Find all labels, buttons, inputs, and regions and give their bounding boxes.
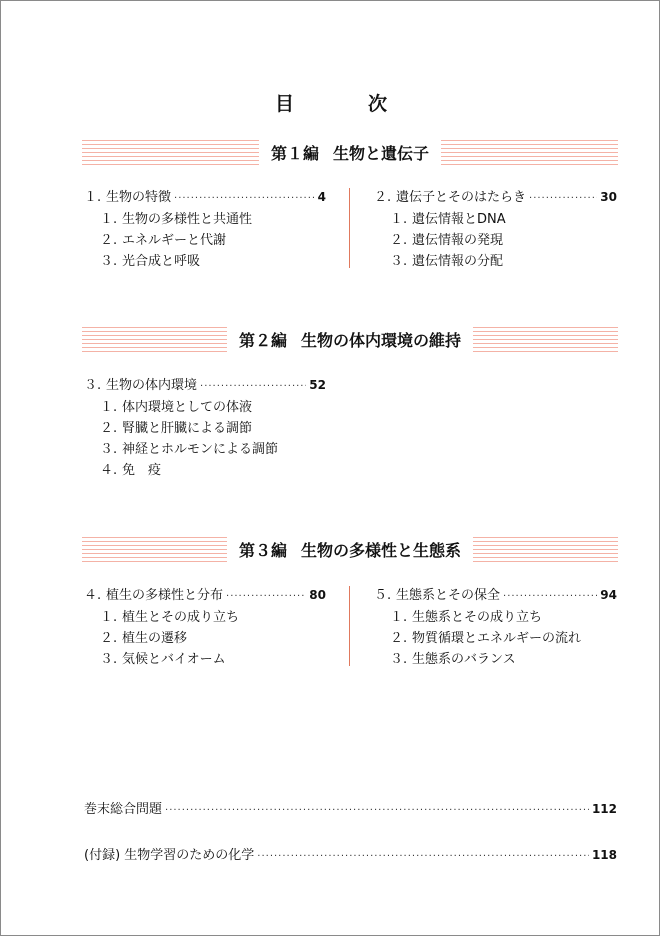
- page-number: 4: [317, 190, 326, 204]
- section-index: ２.: [100, 631, 118, 646]
- section-index: １.: [390, 212, 408, 227]
- part-2-label: [227, 326, 473, 355]
- chapter-index: ２.: [374, 190, 392, 205]
- column-divider: [349, 586, 350, 666]
- chapter-4-title-group: [84, 585, 223, 606]
- page-number: 52: [309, 378, 326, 392]
- chapter-4: [84, 585, 326, 670]
- section-title: 神経とホルモンによる調節: [122, 442, 279, 457]
- part-2-name: 生物の体内環境の維持: [301, 331, 462, 350]
- chapter-index: １.: [84, 190, 102, 205]
- page-number: 80: [309, 588, 326, 602]
- section-title: 体内環境としての体液: [122, 400, 253, 415]
- leader-dots: [529, 188, 597, 209]
- section-index: ３.: [100, 652, 118, 667]
- chapter-index: ４.: [84, 588, 102, 603]
- section-index: ２.: [100, 233, 118, 248]
- section-title: 遺伝情報の発現: [412, 233, 504, 248]
- section-index: ３.: [100, 442, 118, 457]
- section-title: 生態系とその成り立ち: [412, 610, 543, 625]
- chapter-3-entry[interactable]: [84, 375, 326, 397]
- column-divider: [349, 188, 350, 268]
- section-item[interactable]: [374, 209, 617, 230]
- section-index: ２.: [390, 631, 408, 646]
- section-title: 光合成と呼吸: [122, 254, 201, 269]
- leader-dots: [165, 800, 589, 821]
- section-title: 遺伝情報の分配: [412, 254, 504, 269]
- section-item[interactable]: [374, 607, 617, 628]
- section-item[interactable]: [84, 230, 326, 251]
- section-index: ２.: [100, 421, 118, 436]
- chapter-index: ３.: [84, 378, 102, 393]
- leader-dots: [503, 586, 597, 607]
- part-2-heading: [82, 326, 618, 355]
- section-item[interactable]: [84, 251, 326, 272]
- section-index: １.: [100, 400, 118, 415]
- back-matter-1: [84, 799, 617, 821]
- title-char-1: 目: [274, 93, 294, 115]
- page-number: 30: [600, 190, 617, 204]
- chapter-2: [374, 187, 617, 272]
- chapter-title: 植生の多様性と分布: [106, 588, 224, 603]
- chapter-1-title-group: [84, 187, 171, 208]
- section-index: １.: [100, 212, 118, 227]
- section-title: 物質循環とエネルギーの流れ: [412, 631, 582, 646]
- leader-dots: [226, 586, 306, 607]
- back-matter-title: 巻末総合問題: [84, 802, 163, 817]
- chapter-5-title-group: [374, 585, 500, 606]
- title-char-2: 次: [368, 93, 388, 115]
- page-title: [1, 89, 660, 116]
- chapter-3-title-group: [84, 375, 197, 396]
- chapter-1-entry[interactable]: [84, 187, 326, 209]
- chapter-5-entry[interactable]: [374, 585, 617, 607]
- section-item[interactable]: [374, 628, 617, 649]
- section-index: ３.: [390, 254, 408, 269]
- page-number: 112: [591, 802, 617, 816]
- section-item[interactable]: [84, 460, 326, 481]
- back-matter-2: [84, 845, 617, 867]
- leader-dots: [200, 376, 306, 397]
- chapter-index: ５.: [374, 588, 392, 603]
- section-item[interactable]: [84, 397, 326, 418]
- section-item[interactable]: [84, 439, 326, 460]
- chapter-title: 遺伝子とそのはたらき: [396, 190, 527, 205]
- section-title: 腎臓と肝臓による調節: [122, 421, 253, 436]
- back-matter-title: (付録) 生物学習のための化学: [84, 848, 255, 863]
- page-number: 94: [600, 588, 617, 602]
- section-title: 生態系のバランス: [412, 652, 516, 667]
- section-index: ３.: [390, 652, 408, 667]
- section-title: 気候とバイオーム: [122, 652, 226, 667]
- section-index: １.: [390, 610, 408, 625]
- chapter-4-entry[interactable]: [84, 585, 326, 607]
- section-title: 遺伝情報とDNA: [412, 212, 506, 227]
- section-title: 植生とその成り立ち: [122, 610, 240, 625]
- chapter-1: [84, 187, 326, 272]
- part-1-heading: [82, 139, 618, 168]
- section-index: １.: [100, 610, 118, 625]
- section-title: 生物の多様性と共通性: [122, 212, 253, 227]
- section-title: 植生の遷移: [122, 631, 188, 646]
- part-3-label: [227, 536, 473, 565]
- section-item[interactable]: [84, 649, 326, 670]
- section-title: エネルギーと代謝: [122, 233, 227, 248]
- part-1-label: [259, 139, 441, 168]
- part-3-heading: [82, 536, 618, 565]
- chapter-title: 生態系とその保全: [396, 588, 501, 603]
- chapter-3: [84, 375, 326, 481]
- section-item[interactable]: [84, 628, 326, 649]
- section-index: ３.: [100, 254, 118, 269]
- part-3-name: 生物の多様性と生態系: [301, 541, 462, 560]
- section-item[interactable]: [374, 649, 617, 670]
- section-item[interactable]: [84, 607, 326, 628]
- section-item[interactable]: [84, 209, 326, 230]
- section-index: ２.: [390, 233, 408, 248]
- part-1-number: 第１編: [270, 144, 319, 163]
- part-1-name: 生物と遺伝子: [333, 144, 430, 163]
- back-matter-entry[interactable]: [84, 799, 617, 821]
- page-number: 118: [591, 848, 617, 862]
- section-index: ４.: [100, 463, 118, 478]
- section-title: 免 疫: [122, 463, 162, 478]
- leader-dots: [257, 846, 589, 867]
- section-item[interactable]: [374, 251, 617, 272]
- chapter-2-title-group: [374, 187, 526, 208]
- section-item[interactable]: [84, 418, 326, 439]
- leader-dots: [174, 188, 315, 209]
- chapter-title: 生物の特徴: [106, 190, 172, 205]
- chapter-title: 生物の体内環境: [106, 378, 198, 393]
- part-2-number: 第２編: [238, 331, 287, 350]
- back-matter-entry[interactable]: [84, 845, 617, 867]
- chapter-2-entry[interactable]: [374, 187, 617, 209]
- section-item[interactable]: [374, 230, 617, 251]
- chapter-5: [374, 585, 617, 670]
- part-3-number: 第３編: [238, 541, 287, 560]
